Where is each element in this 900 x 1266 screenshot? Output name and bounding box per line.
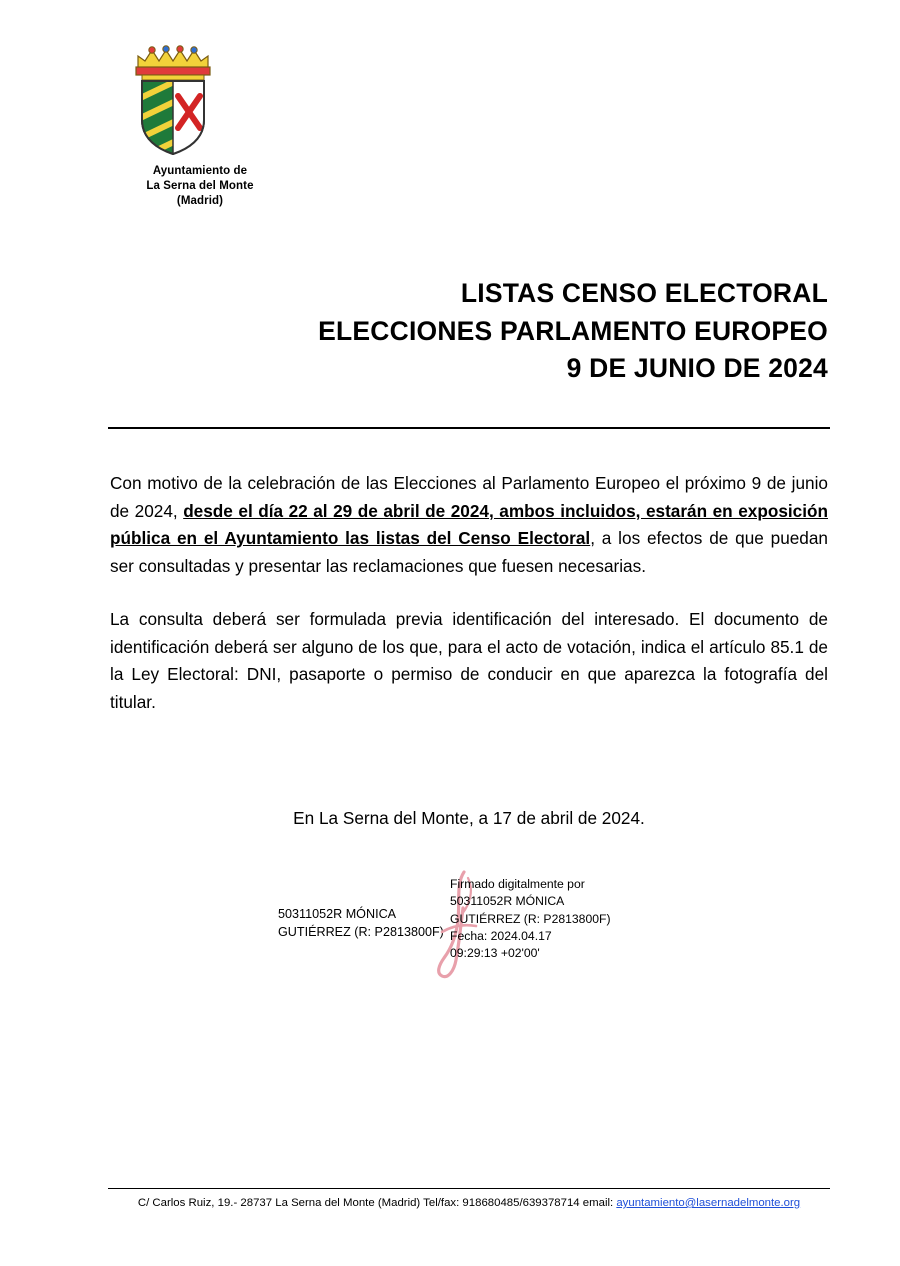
title-divider [108, 427, 830, 429]
signature-detail-line-4: Fecha: 2024.04.17 [450, 928, 552, 943]
paragraph-1-part-1: Con motivo de la celebración de las Elecciones al Parlamento Europeo el próximo 9 de junio de 2024, [110, 473, 828, 521]
org-line-1: Ayuntamiento de [152, 165, 248, 177]
signature-name-line-1: 50311052R MÓNICA [278, 907, 397, 921]
footer [108, 1196, 830, 1212]
signature-detail-line-3: GUTIÉRREZ (R: P2813800F) [450, 911, 611, 926]
signature-detail-line-1: Firmado digitalmente por [450, 877, 585, 891]
document-body [110, 470, 828, 742]
paragraph-1-part-2: , a los efectos de que puedan ser consultadas y presentar las reclamaciones que fuesen necesarias. [110, 528, 828, 576]
footer-email-link[interactable]: ayuntamiento@lasernadelmonte.org [616, 1197, 801, 1209]
document-header [100, 28, 360, 210]
title-line-2: ELECCIONES PARLAMENTO EUROPEO [318, 315, 828, 346]
coat-of-arms-icon [108, 28, 238, 158]
signature-name-block [278, 906, 448, 942]
page-title [100, 275, 828, 388]
paragraph-1-emphasis: desde el día 22 al 29 de abril de 2024, ambos incluidos, estarán en exposición pública en el Ayuntamiento las listas del Censo Electoral [110, 500, 828, 549]
digital-signature-stamp [278, 868, 638, 983]
title-line-3: 9 DE JUNIO DE 2024 [566, 353, 828, 384]
footer-contact-text: C/ Carlos Ruiz, 19.- 28737 La Serna del Monte (Madrid) Tel/fax: 918680485/639378714 email: [137, 1197, 617, 1209]
paragraph-2: La consulta deberá ser formulada previa identificación del interesado. El documento de identificación deberá ser alguno de los que, para el acto de votación, indica el artículo 85.1 de la Ley Electoral: DNI, pasaporte o permiso de conducir en que aparezca la fotografía del titular. [110, 609, 828, 712]
footer-divider [108, 1188, 830, 1189]
org-line-2: La Serna del Monte [146, 180, 254, 193]
title-line-1: LISTAS CENSO ELECTORAL [460, 278, 828, 308]
org-line-3: (Madrid) [176, 195, 224, 208]
paragraph-1 [110, 470, 828, 580]
signature-details-block [450, 876, 640, 963]
signature-detail-line-2: 50311052R MÓNICA [450, 894, 565, 909]
place-and-date: En La Serna del Monte, a 17 de abril de 2024. [293, 808, 645, 828]
signature-detail-line-5: 09:29:13 +02'00' [450, 946, 540, 961]
organization-name [100, 164, 300, 210]
signature-name-line-2: GUTIÉRREZ (R: P2813800F) [278, 924, 444, 939]
